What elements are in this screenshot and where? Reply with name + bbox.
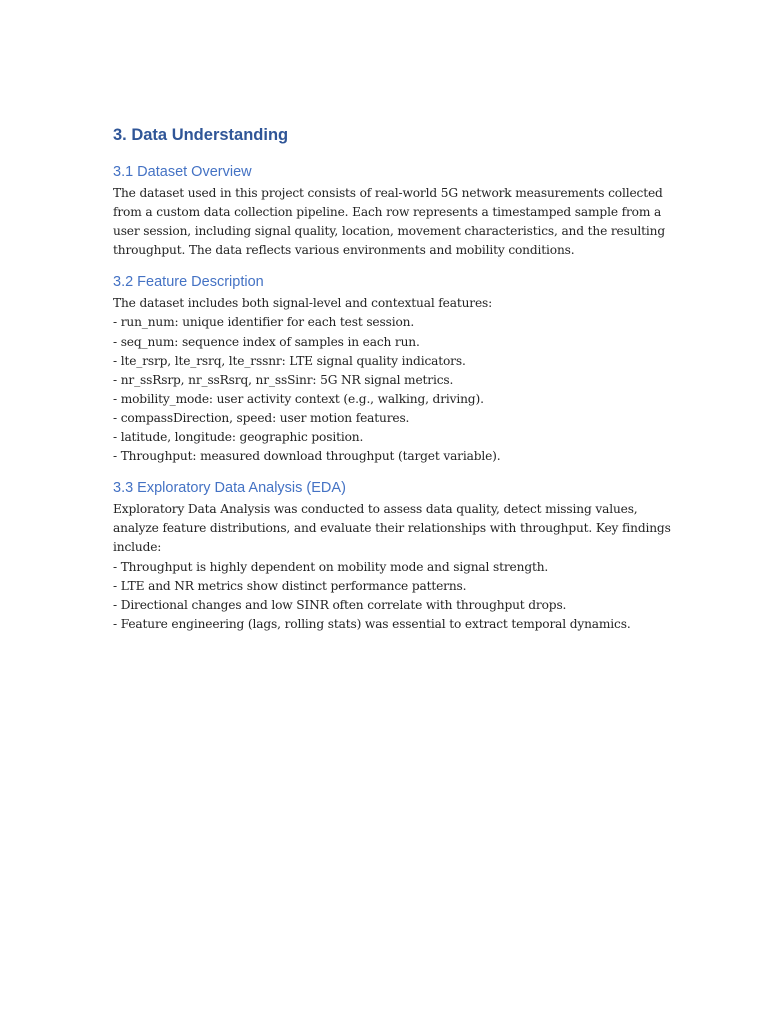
list-item: - Directional changes and low SINR often correlate with throughput drops. bbox=[113, 597, 567, 612]
paragraph bbox=[113, 184, 673, 260]
list-item: - LTE and NR metrics show distinct performance patterns. bbox=[113, 578, 467, 593]
paragraph bbox=[113, 500, 673, 634]
list-item: - Throughput: measured download throughput (target variable). bbox=[113, 449, 501, 464]
text-line: analyze feature distributions, and evaluate their relationships with throughput. Key findings bbox=[113, 521, 671, 536]
list-item: - run_num: unique identifier for each test session. bbox=[113, 315, 415, 330]
list-item: - mobility_mode: user activity context (e.g., walking, driving). bbox=[113, 391, 484, 406]
section-dataset-overview bbox=[113, 162, 673, 260]
text-line: throughput. The data reflects various environments and mobility conditions. bbox=[113, 243, 575, 258]
subsection-title: 3.3 Exploratory Data Analysis (EDA) bbox=[113, 480, 346, 497]
list-item: - compassDirection, speed: user motion features. bbox=[113, 410, 410, 425]
subsection-title: 3.1 Dataset Overview bbox=[113, 164, 252, 180]
section-heading: 3. Data Understanding bbox=[113, 126, 289, 144]
list-item: - Throughput is highly dependent on mobility mode and signal strength. bbox=[113, 559, 549, 574]
text-line: The dataset includes both signal-level and contextual features: bbox=[113, 296, 493, 311]
text-line: Exploratory Data Analysis was conducted to assess data quality, detect missing values, bbox=[113, 502, 638, 517]
list-item: - seq_num: sequence index of samples in each run. bbox=[113, 334, 420, 349]
list-item: - Feature engineering (lags, rolling stats) was essential to extract temporal dynamics. bbox=[113, 616, 631, 631]
paragraph bbox=[113, 294, 673, 466]
list-item: - lte_rsrp, lte_rsrq, lte_rssnr: LTE signal quality indicators. bbox=[113, 353, 466, 368]
text-line: The dataset used in this project consists of real-world 5G network measurements collected bbox=[113, 186, 663, 200]
list-item: - nr_ssRsrp, nr_ssRsrq, nr_ssSinr: 5G NR signal metrics. bbox=[113, 372, 454, 387]
list-item: - latitude, longitude: geographic position. bbox=[113, 430, 364, 445]
text-line: include: bbox=[113, 540, 162, 555]
section-feature-description bbox=[113, 272, 673, 466]
document-content bbox=[113, 124, 673, 646]
subsection-title: 3.2 Feature Description bbox=[113, 274, 264, 291]
section-eda bbox=[113, 478, 673, 634]
text-line: user session, including signal quality, location, movement characteristics, and the resulting bbox=[113, 224, 666, 239]
text-line: from a custom data collection pipeline. Each row represents a timestamped sample from a bbox=[113, 205, 662, 220]
